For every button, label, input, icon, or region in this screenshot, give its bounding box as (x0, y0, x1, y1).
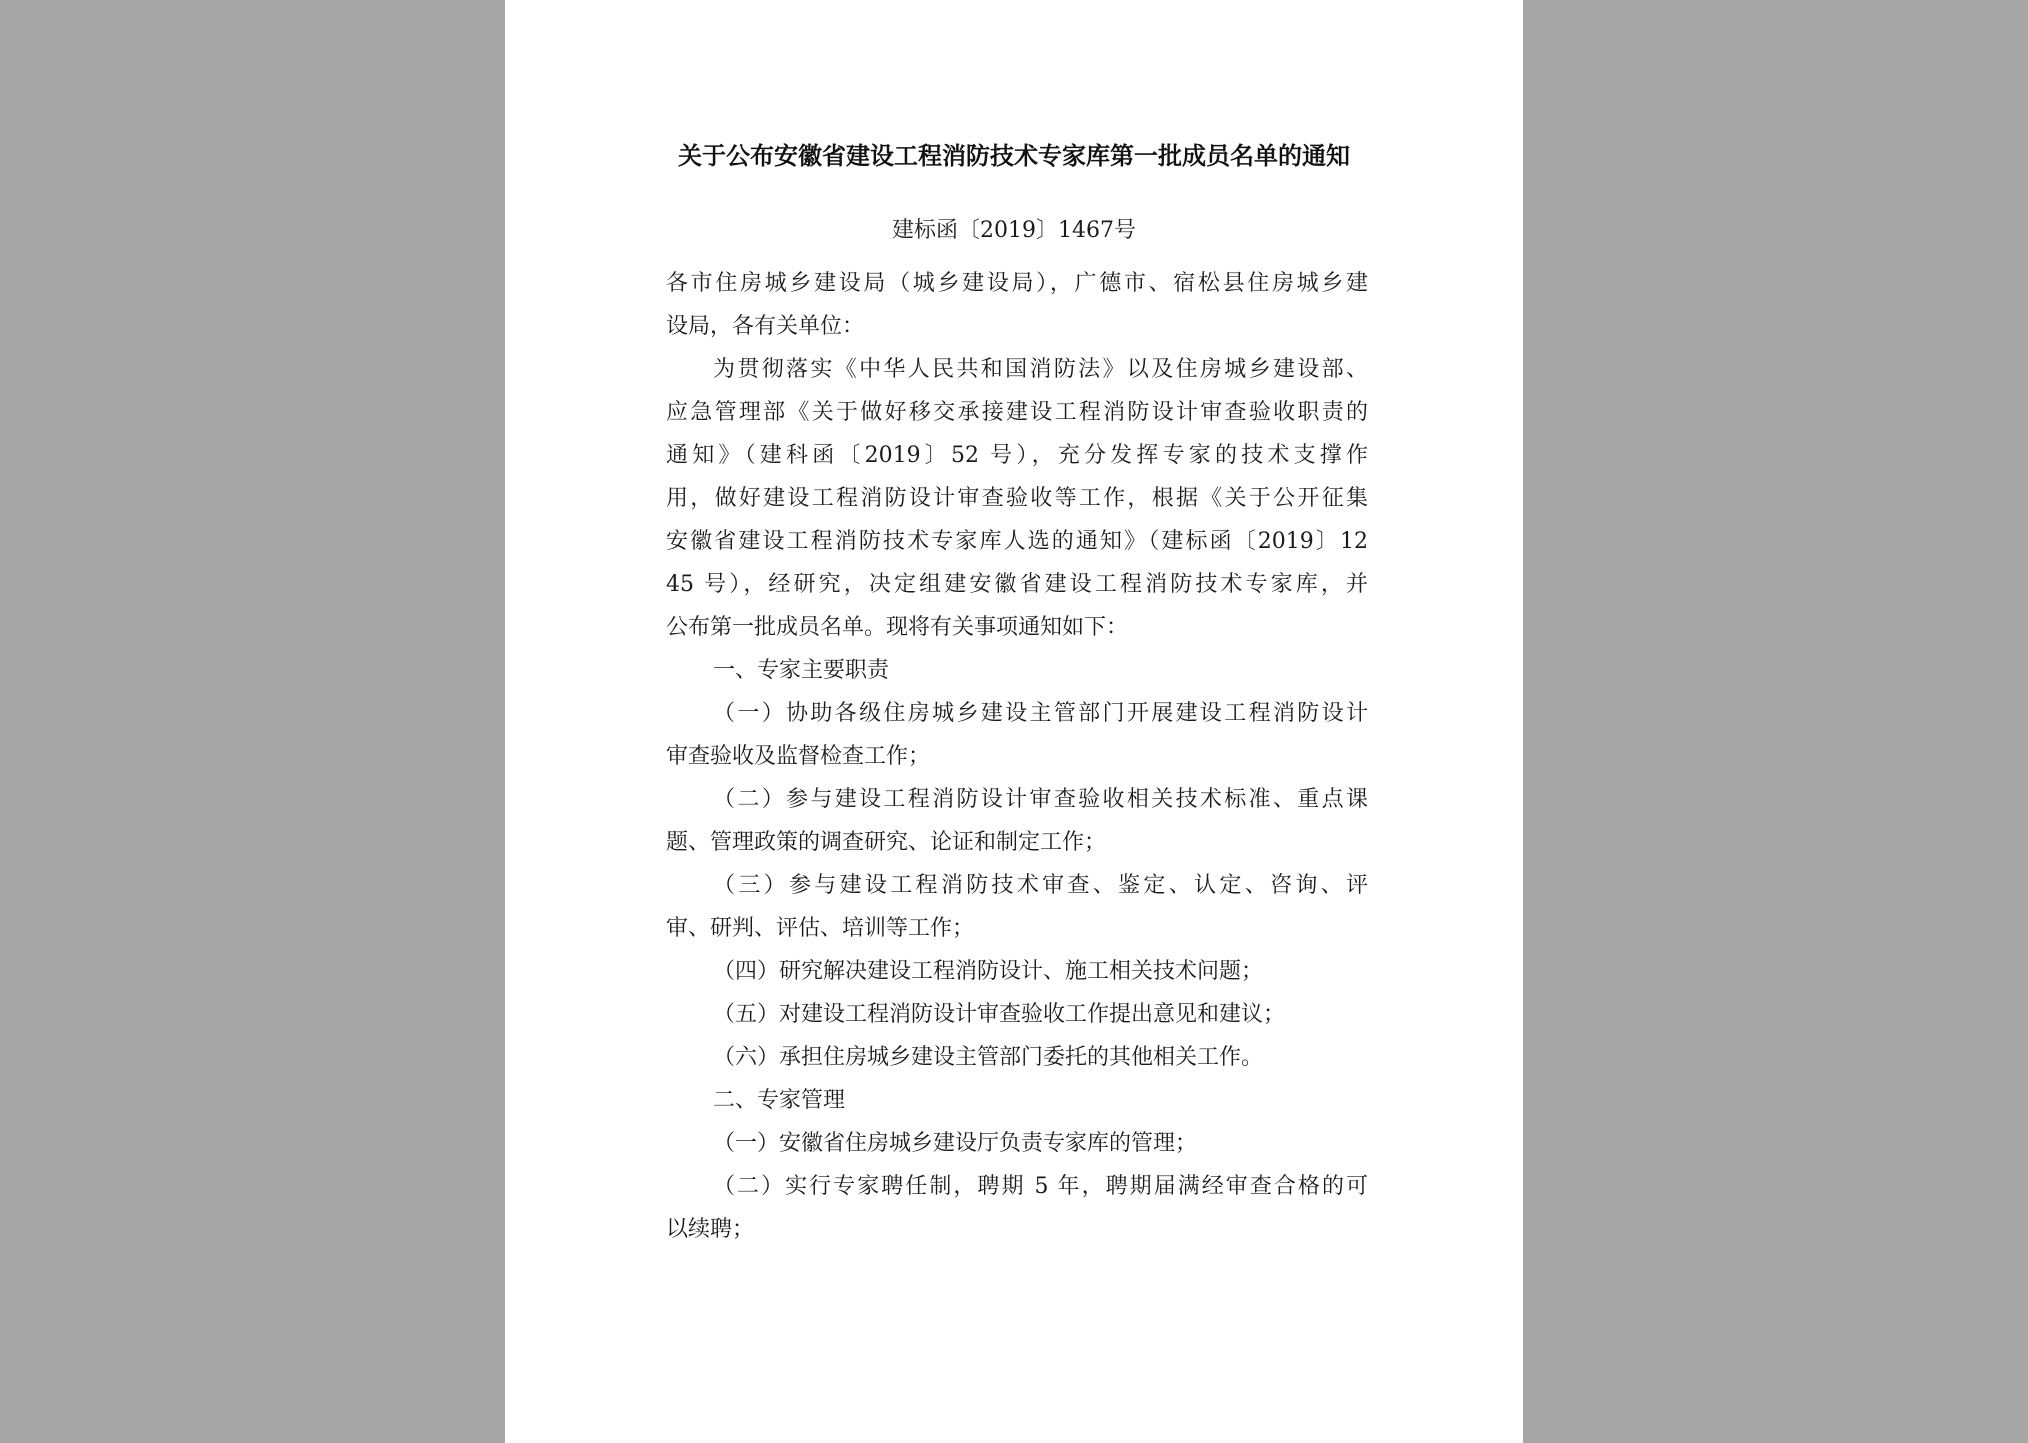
document-number: 建标函〔2019〕1467号 (892, 218, 1136, 243)
body-line: （二）实行专家聘任制，聘期 5 年，聘期届满经审查合格的可 (713, 1174, 1368, 1199)
section-heading: 二、专家管理 (713, 1088, 846, 1113)
body-line: 审查验收及监督检查工作； (666, 744, 931, 769)
body-line: 各市住房城乡建设局（城乡建设局），广德市、宿松县住房城乡建 (666, 271, 1368, 296)
body-line: 以续聘； (666, 1217, 755, 1242)
body-line: 设局，各有关单位： (666, 314, 865, 339)
document-page (505, 0, 1523, 1443)
body-line: 题、管理政策的调查研究、论证和制定工作； (666, 830, 1107, 855)
body-line: （一）协助各级住房城乡建设主管部门开展建设工程消防设计 (713, 701, 1368, 726)
body-line: 为贯彻落实《中华人民共和国消防法》以及住房城乡建设部、 (713, 357, 1368, 382)
body-line: （三）参与建设工程消防技术审查、鉴定、认定、咨询、评 (713, 873, 1368, 898)
body-line: （五）对建设工程消防设计审查验收工作提出意见和建议； (713, 1002, 1286, 1027)
body-line: 45 号），经研究，决定组建安徽省建设工程消防技术专家库，并 (666, 572, 1368, 597)
body-line: 公布第一批成员名单。现将有关事项通知如下： (666, 615, 1129, 640)
body-line: （二）参与建设工程消防设计审查验收相关技术标准、重点课 (713, 787, 1368, 812)
body-line: 审、研判、评估、培训等工作； (666, 916, 975, 941)
body-line: （四）研究解决建设工程消防设计、施工相关技术问题； (713, 959, 1264, 984)
body-line: 用，做好建设工程消防设计审查验收等工作，根据《关于公开征集 (666, 486, 1368, 511)
section-heading: 一、专家主要职责 (713, 658, 890, 683)
body-line: 安徽省建设工程消防技术专家库人选的通知》（建标函〔2019〕12 (666, 529, 1368, 554)
body-line: 应急管理部《关于做好移交承接建设工程消防设计审查验收职责的 (666, 400, 1368, 425)
document-title: 关于公布安徽省建设工程消防技术专家库第一批成员名单的通知 (678, 141, 1350, 170)
body-line: （六）承担住房城乡建设主管部门委托的其他相关工作。 (713, 1045, 1264, 1070)
body-line: 通知》（建科函〔2019〕52 号），充分发挥专家的技术支撑作 (666, 443, 1368, 468)
body-line: （一）安徽省住房城乡建设厅负责专家库的管理； (713, 1131, 1198, 1156)
